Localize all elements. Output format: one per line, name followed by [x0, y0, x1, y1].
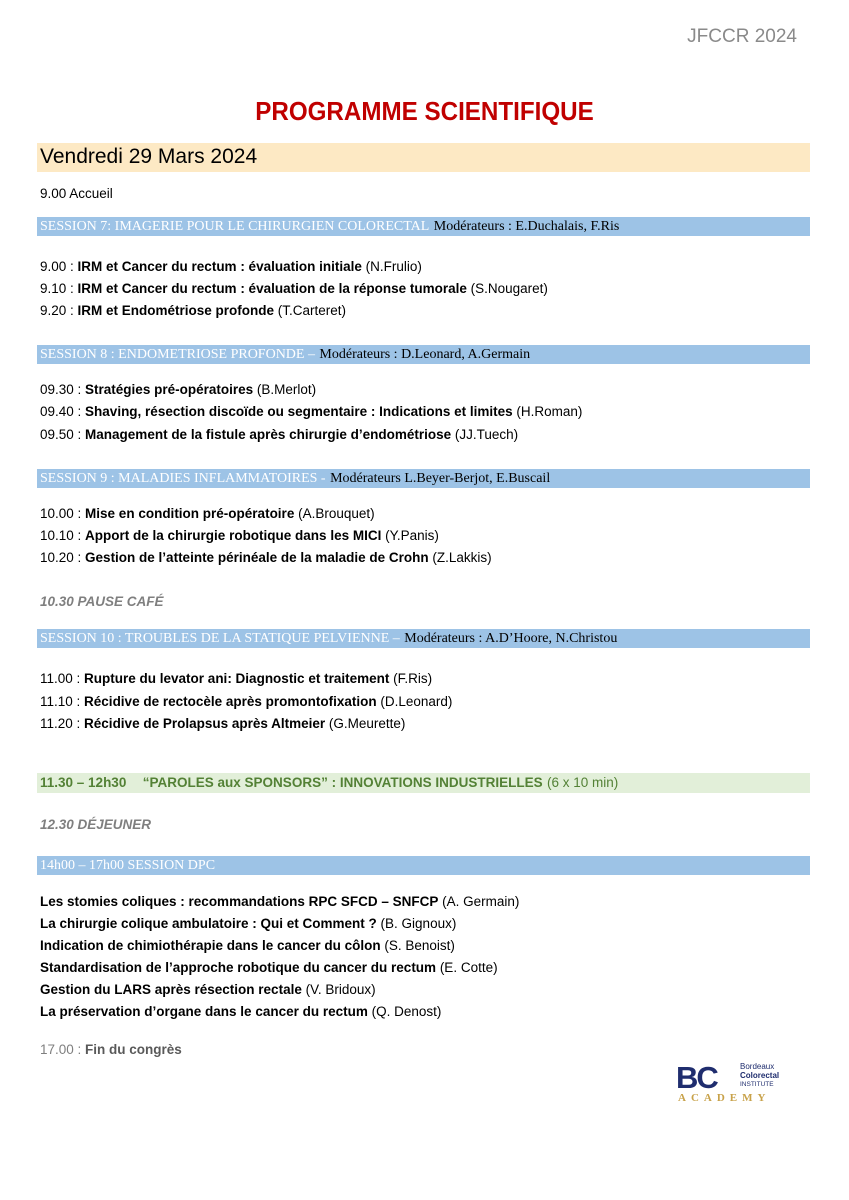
talk-title: Management de la fistule après chirurgie d’endométriose — [85, 427, 452, 442]
talk-title: IRM et Cancer du rectum : évaluation initiale — [77, 259, 362, 274]
talk-line — [40, 381, 316, 398]
dpc-talk-title: La préservation d’organe dans le cancer du rectum — [40, 1004, 368, 1019]
dpc-talk-title: Standardisation de l’approche robotique du cancer du rectum — [40, 960, 437, 975]
coffee-break: 10.30 PAUSE CAFÉ — [40, 594, 164, 609]
talk-title: Récidive de Prolapsus après Altmeier — [84, 716, 326, 731]
logo-line3: INSTITUTE — [740, 1081, 774, 1088]
talk-line — [40, 693, 452, 710]
talk-line — [40, 302, 346, 319]
talk-line — [40, 403, 582, 420]
dpc-talk-line — [40, 915, 456, 932]
session-name: SESSION 8 : ENDOMETRIOSE PROFONDE – — [40, 347, 315, 362]
talk-time: 9.10 : — [40, 281, 78, 296]
talk-line — [40, 670, 432, 687]
dpc-session-name: 14h00 – 17h00 SESSION DPC — [40, 858, 216, 873]
dpc-talk-line — [40, 937, 455, 954]
dpc-talk-line — [40, 959, 498, 976]
dpc-talk-title: La chirurgie colique ambulatoire : Qui et Comment ? — [40, 916, 377, 931]
talk-line — [40, 505, 375, 522]
session-name: SESSION 10 : TROUBLES DE LA STATIQUE PELVIENNE – — [40, 631, 400, 646]
talk-title: Rupture du levator ani: Diagnostic et traitement — [84, 671, 390, 686]
talk-time: 10.20 : — [40, 550, 86, 565]
talk-speaker: (B.Merlot) — [253, 382, 317, 397]
logo-graphic — [676, 1058, 796, 1104]
talk-speaker: (JJ.Tuech) — [451, 427, 519, 442]
talk-line — [40, 527, 439, 544]
talk-title: Apport de la chirurgie robotique dans les MICI — [85, 528, 382, 543]
session-moderators: Modérateurs L.Beyer-Berjot, E.Buscail — [330, 471, 551, 486]
session-name: SESSION 9 : MALADIES INFLAMMATOIRES - — [40, 471, 326, 486]
talk-time: 09.30 : — [40, 382, 86, 397]
logo-letters: BC — [676, 1060, 717, 1095]
lunch-break: 12.30 DÉJEUNER — [40, 817, 152, 832]
dpc-session-header — [37, 856, 810, 875]
dpc-talk-speaker: (A. Germain) — [438, 894, 520, 909]
talk-speaker: (Y.Panis) — [381, 528, 439, 543]
talk-speaker: (H.Roman) — [512, 404, 583, 419]
session-moderators: Modérateurs : D.Leonard, A.Germain — [319, 347, 531, 362]
dpc-talk-title: Les stomies coliques : recommandations RPC SFCD – SNFCP — [40, 894, 439, 909]
session-moderators: Modérateurs : A.D’Hoore, N.Christou — [404, 631, 618, 646]
talk-line — [40, 549, 492, 566]
talk-time: 11.00 : — [40, 671, 85, 686]
talk-line — [40, 715, 405, 732]
talk-title: IRM et Endométriose profonde — [77, 303, 275, 318]
dpc-talk-speaker: (V. Bridoux) — [301, 982, 376, 997]
dpc-talk-speaker: (S. Benoist) — [380, 938, 455, 953]
dpc-talk-title: Gestion du LARS après résection rectale — [40, 982, 302, 997]
dpc-talk-speaker: (B. Gignoux) — [376, 916, 457, 931]
talk-time: 9.20 : — [40, 303, 78, 318]
talk-speaker: (F.Ris) — [389, 671, 433, 686]
day-header — [37, 143, 810, 172]
dpc-talk-line — [40, 893, 519, 910]
session-header — [37, 469, 810, 488]
logo-line4: ACADEMY — [678, 1092, 771, 1104]
session-moderators: Modérateurs : E.Duchalais, F.Ris — [433, 219, 620, 234]
sponsor-note: (6 x 10 min) — [547, 775, 619, 790]
sponsor-session-bar — [37, 773, 810, 793]
session-name: SESSION 7: IMAGERIE POUR LE CHIRURGIEN COLORECTAL — [40, 219, 430, 234]
logo-line2: Colorectal — [740, 1071, 780, 1080]
talk-time: 11.20 : — [40, 716, 85, 731]
talk-title: Mise en condition pré-opératoire — [85, 506, 295, 521]
closing-time: 17.00 : — [40, 1042, 86, 1057]
talk-speaker: (N.Frulio) — [361, 259, 422, 274]
talk-time: 11.10 : — [40, 694, 85, 709]
talk-title: Récidive de rectocèle après promontofixation — [84, 694, 377, 709]
talk-line — [40, 280, 548, 297]
closing-line — [40, 1042, 182, 1057]
talk-speaker: (S.Nougaret) — [466, 281, 548, 296]
talk-title: Stratégies pré-opératoires — [85, 382, 254, 397]
dpc-talk-title: Indication de chimiothérapie dans le cancer du côlon — [40, 938, 381, 953]
session-header — [37, 217, 810, 236]
closing-label: Fin du congrès — [85, 1042, 182, 1057]
logo-line1: Bordeaux — [740, 1062, 775, 1071]
sponsor-time: 11.30 – 12h30 — [40, 775, 127, 790]
talk-speaker: (D.Leonard) — [376, 694, 453, 709]
talk-time: 10.00 : — [40, 506, 86, 521]
talk-title: Gestion de l’atteinte périnéale de la maladie de Crohn — [85, 550, 429, 565]
talk-title: IRM et Cancer du rectum : évaluation de la réponse tumorale — [77, 281, 467, 296]
talk-line — [40, 426, 518, 443]
talk-title: Shaving, résection discoïde ou segmentaire : Indications et limites — [85, 404, 513, 419]
dpc-talk-speaker: (E. Cotte) — [436, 960, 498, 975]
talk-time: 10.10 : — [40, 528, 86, 543]
bci-academy-logo — [676, 1058, 796, 1104]
sponsor-label: “PAROLES aux SPONSORS” : INNOVATIONS INDUSTRIELLES — [142, 775, 543, 790]
dpc-talk-line — [40, 1003, 441, 1020]
session-header — [37, 345, 810, 364]
talk-time: 09.40 : — [40, 404, 86, 419]
welcome-line: 9.00 Accueil — [40, 186, 113, 201]
page-title: PROGRAMME SCIENTIFIQUE — [255, 96, 594, 126]
talk-time: 09.50 : — [40, 427, 86, 442]
header-tag: JFCCR 2024 — [687, 26, 797, 47]
dpc-talk-line — [40, 981, 376, 998]
talk-speaker: (A.Brouquet) — [294, 506, 375, 521]
talk-line — [40, 258, 422, 275]
talk-speaker: (T.Carteret) — [274, 303, 347, 318]
talk-time: 9.00 : — [40, 259, 78, 274]
talk-speaker: (Z.Lakkis) — [428, 550, 492, 565]
talk-speaker: (G.Meurette) — [325, 716, 406, 731]
day-label: Vendredi 29 Mars 2024 — [40, 145, 258, 168]
session-header — [37, 629, 810, 648]
dpc-talk-speaker: (Q. Denost) — [367, 1004, 442, 1019]
